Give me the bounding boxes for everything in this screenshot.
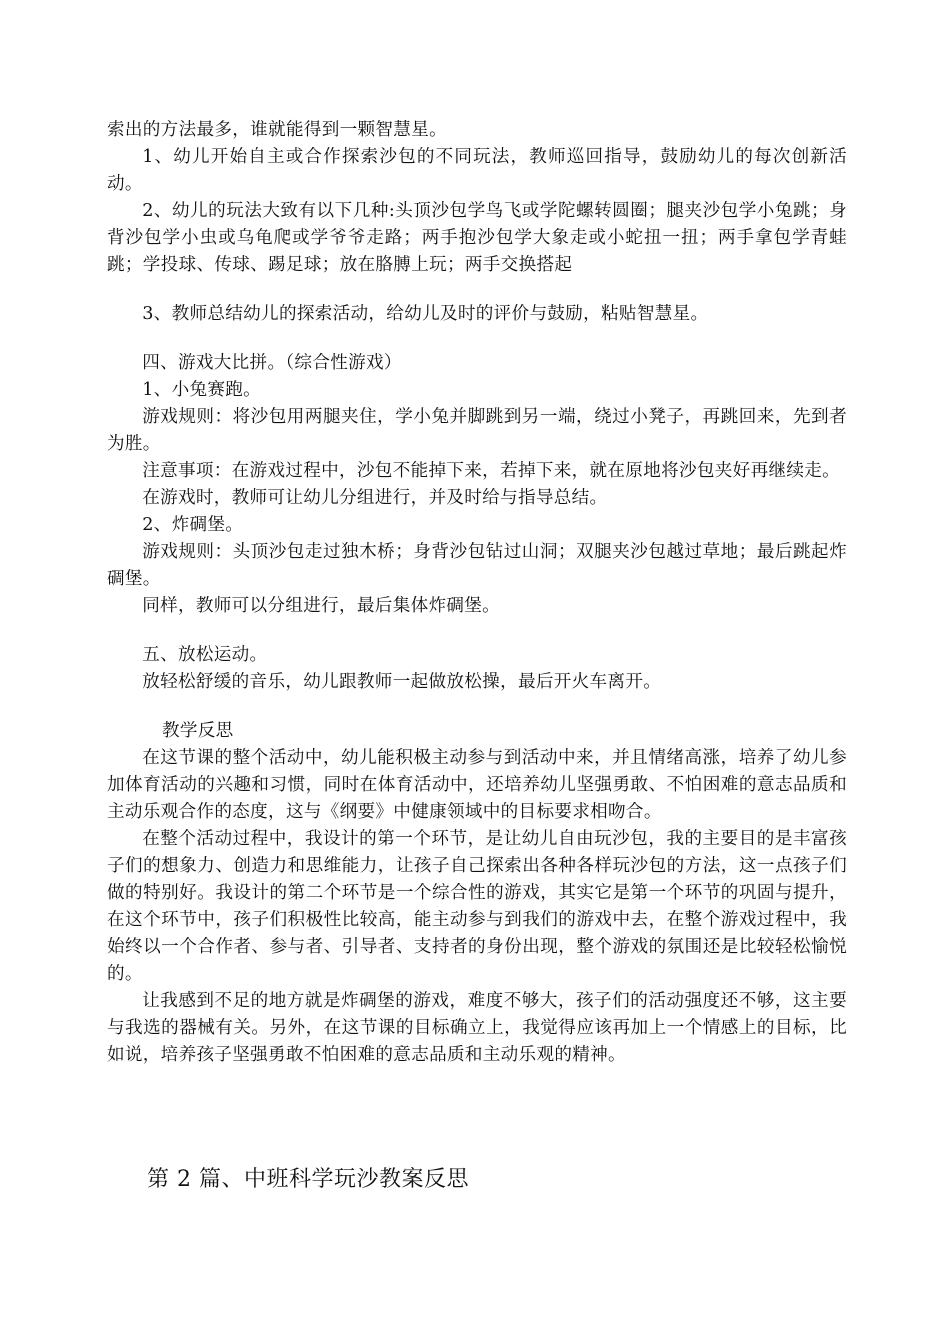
reflection-paragraph-2: 在整个活动过程中，我设计的第一个环节，是让幼儿自由玩沙包，我的主要目的是丰富孩子们的想象力、创造力和思维能力，让孩子自己探索出各种各样玩沙包的方法，这一点孩子们做的特别好。我设计的第二个环节是一个综合性的游戏，其实它是第一个环节的巩固与提升，在这个环节中，孩子们积极性比较高，能主动参与到我们的游戏中去，在整个游戏过程中，我始终以一个合作者、参与者、引导者、支持者的身份出现，整个游戏的氛围还是比较轻松愉悦的。 <box>107 829 847 984</box>
paragraph-step-3: 3、教师总结幼儿的探索活动，给幼儿及时的评价与鼓励，粘贴智慧星。 <box>142 304 709 324</box>
section-heading-game: 四、游戏大比拼。（综合性游戏） <box>142 353 402 373</box>
spacer <box>107 620 847 642</box>
game-1-rules: 游戏规则：将沙包用两腿夹住，学小兔并脚跳到另一端，绕过小凳子，再跳回来，先到者为胜。 <box>107 407 847 454</box>
game-1-notes: 注意事项：在游戏过程中，沙包不能掉下来，若掉下来，就在原地将沙包夹好再继续走。 <box>142 461 841 481</box>
next-article-title: 第 2 篇、中班科学玩沙教案反思 <box>147 1167 469 1192</box>
paragraph-continuation: 索出的方法最多，谁就能得到一颗智慧星。 <box>107 120 447 140</box>
paragraph-step-1: 1、幼儿开始自主或合作探索沙包的不同玩法，教师巡回指导，鼓励幼儿的每次创新活动。 <box>107 147 847 194</box>
reflection-paragraph-1: 在这节课的整个活动中，幼儿能积极主动参与到活动中来，并且情绪高涨，培养了幼儿参加体育活动的兴趣和习惯，同时在体育活动中，还培养幼儿坚强勇敢、不怕困难的意志品质和主动乐观合作的态度，这与《纲要》中健康领域中的目标要求相吻合。 <box>107 748 847 822</box>
game-2-guidance: 同样，教师可以分组进行，最后集体炸碉堡。 <box>142 596 501 616</box>
reflection-paragraph-3: 让我感到不足的地方就是炸碉堡的游戏，难度不够大，孩子们的活动强度还不够，这主要与我选的器械有关。另外，在这节课的目标确立上，我觉得应该再加上一个情感上的目标，比如说，培养孩子坚强勇敢不怕困难的意志品质和主动乐观的精神。 <box>107 991 847 1065</box>
section-heading-relax: 五、放松运动。 <box>142 645 268 665</box>
document-body <box>107 117 847 1069</box>
paragraph-step-2: 2、幼儿的玩法大致有以下几种:头顶沙包学鸟飞或学陀螺转圆圈；腿夹沙包学小兔跳；身背沙包学小虫或乌龟爬或学爷爷走路；两手抱沙包学大象走或小蛇扭一扭；两手拿包学青蛙跳；学投球、传球、踢足球；放在胳膊上玩；两手交换搭起 <box>107 201 847 275</box>
relax-description: 放轻松舒缓的音乐，幼儿跟教师一起做放松操，最后开火车离开。 <box>142 672 662 692</box>
reflection-heading: 教学反思 <box>162 721 234 741</box>
game-1-title: 1、小兔赛跑。 <box>142 380 262 400</box>
game-2-rules: 游戏规则：头顶沙包走过独木桥；身背沙包钻过山洞；双腿夹沙包越过草地；最后跳起炸碉堡。 <box>107 542 847 589</box>
spacer <box>107 696 847 718</box>
game-2-title: 2、炸碉堡。 <box>142 515 244 535</box>
spacer <box>107 279 847 301</box>
spacer <box>107 328 847 350</box>
game-1-guidance: 在游戏时，教师可让幼儿分组进行，并及时给与指导总结。 <box>142 488 608 508</box>
